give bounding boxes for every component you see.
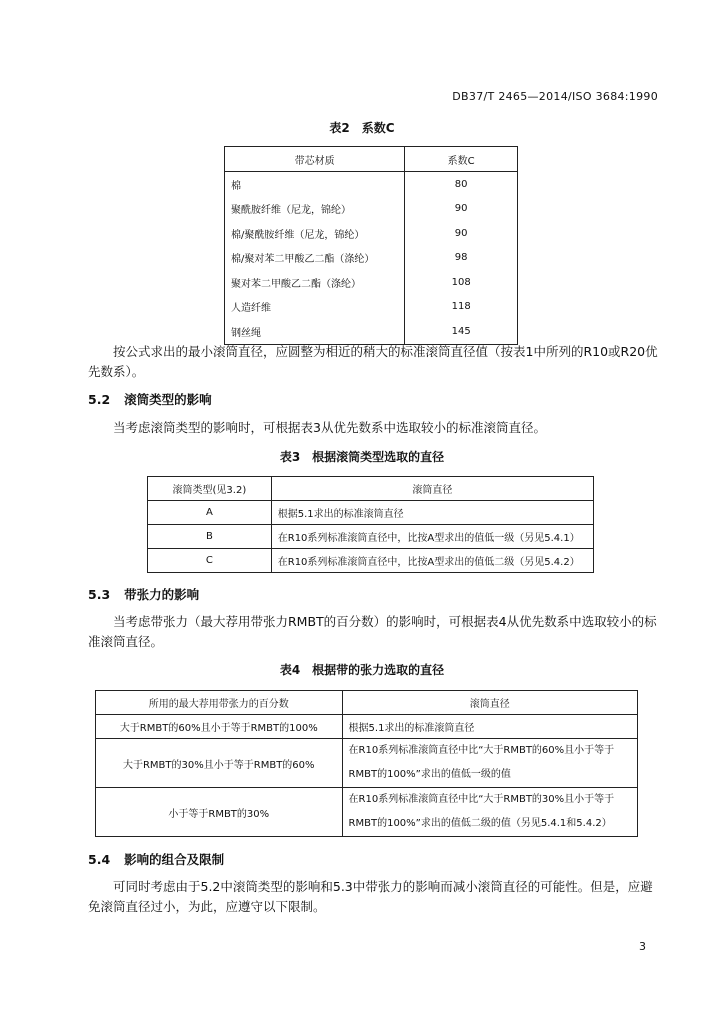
material-cell: 棉/聚对苯二甲酸乙二酯（涤纶） — [225, 246, 405, 271]
table3-col-drum-type: 滚筒类型(见3.2) — [148, 477, 272, 501]
paragraph-tension-line1: 当考虑带张力（最大荐用带张力RMBT的百分数）的影响时，可根据表4从优先数系中选取较小的标 — [113, 614, 657, 629]
table4-caption: 表4 根据带的张力选取的直径 — [279, 663, 445, 677]
drum-diameter-cell: 根据5.1求出的标准滚筒直径 — [271, 501, 593, 525]
table2-caption: 表2 系数C — [329, 121, 395, 135]
section-5-3-heading — [88, 585, 199, 603]
drum-type-cell: C — [148, 549, 272, 573]
material-cell: 聚酰胺纤维（尼龙，锦纶） — [225, 197, 405, 222]
coefficient-cell: 118 — [405, 295, 518, 320]
tension-range-cell: 小于等于RMBT的30% — [96, 788, 343, 837]
coefficient-cell: 108 — [405, 270, 518, 295]
table2-col-coefficient: 系数C — [405, 147, 518, 172]
paragraph-rounding-line2: 先数系）。 — [88, 364, 145, 379]
table4-col-drum-diameter: 滚筒直径 — [342, 691, 637, 715]
section-title: 影响的组合及限制 — [124, 852, 225, 867]
section-number: 5.4 — [88, 852, 111, 867]
table3-header-row — [148, 477, 594, 501]
table-row — [148, 501, 594, 525]
drum-diameter-cell — [342, 739, 637, 788]
paragraph-combination-line2: 免滚筒直径过小，为此，应遵守以下限制。 — [88, 899, 326, 914]
table-row — [96, 788, 638, 837]
section-title: 滚筒类型的影响 — [124, 392, 212, 407]
coefficient-cell: 80 — [405, 172, 518, 197]
coefficient-cell: 90 — [405, 197, 518, 222]
drum-type-cell: A — [148, 501, 272, 525]
table-row — [225, 197, 518, 222]
material-cell: 聚对苯二甲酸乙二酯（涤纶） — [225, 270, 405, 295]
drum-type-cell: B — [148, 525, 272, 549]
material-cell: 棉 — [225, 172, 405, 197]
drum-diameter-cell — [342, 788, 637, 837]
tension-range-cell: 大于RMBT的60%且小于等于RMBT的100% — [96, 715, 343, 739]
table-row — [148, 525, 594, 549]
paragraph-tension-line2: 准滚筒直径。 — [88, 634, 164, 649]
drum-diameter-line: 在R10系列标准滚筒直径中比“大于RMBT的60%且小于等于 — [348, 745, 615, 756]
table-row — [148, 549, 594, 573]
table-row — [225, 246, 518, 271]
table3-caption: 表3 根据滚筒类型选取的直径 — [279, 450, 445, 464]
paragraph-drum-type: 当考虑滚筒类型的影响时，可根据表3从优先数系中选取较小的标准滚筒直径。 — [113, 420, 546, 435]
table2-header-row — [225, 147, 518, 172]
coefficient-cell: 145 — [405, 319, 518, 344]
table-row — [225, 295, 518, 320]
table2 — [224, 146, 518, 345]
material-cell: 人造纤维 — [225, 295, 405, 320]
drum-diameter-line: 在R10系列标准滚筒直径中比“大于RMBT的30%且小于等于 — [348, 794, 615, 805]
table4-col-tension-percent: 所用的最大荐用带张力的百分数 — [96, 691, 343, 715]
drum-diameter-line: RMBT的100%”求出的值低一级的值 — [348, 769, 511, 780]
tension-range-cell: 大于RMBT的30%且小于等于RMBT的60% — [96, 739, 343, 788]
drum-diameter-cell — [342, 715, 637, 739]
section-number: 5.3 — [88, 587, 111, 602]
table-row — [96, 739, 638, 788]
page-number: 3 — [639, 940, 646, 953]
section-title: 带张力的影响 — [124, 587, 200, 602]
table-row — [225, 172, 518, 197]
drum-diameter-line: RMBT的100%”求出的值低二级的值（另见5.4.1和5.4.2） — [348, 818, 612, 829]
section-number: 5.2 — [88, 392, 111, 407]
table-row — [225, 221, 518, 246]
section-5-2-heading — [88, 390, 212, 408]
table-row — [96, 715, 638, 739]
material-cell: 钢丝绳 — [225, 319, 405, 344]
paragraph-rounding-line1: 按公式求出的最小滚筒直径，应圆整为相近的稍大的标准滚筒直径值（按表1中所列的R10或R20优 — [113, 344, 658, 359]
table3 — [147, 476, 594, 573]
table3-col-drum-diameter: 滚筒直径 — [271, 477, 593, 501]
drum-diameter-cell: 在R10系列标准滚筒直径中，比按A型求出的值低一级（另见5.4.1） — [271, 525, 593, 549]
document-id-header: DB37/T 2465—2014/ISO 3684:1990 — [452, 90, 658, 103]
section-5-4-heading — [88, 850, 224, 868]
coefficient-cell: 98 — [405, 246, 518, 271]
paragraph-combination-line1: 可同时考虑由于5.2中滚筒类型的影响和5.3中带张力的影响而减小滚筒直径的可能性。但是，应避 — [113, 879, 653, 894]
drum-diameter-line: 根据5.1求出的标准滚筒直径 — [348, 723, 475, 734]
drum-diameter-cell: 在R10系列标准滚筒直径中，比按A型求出的值低二级（另见5.4.2） — [271, 549, 593, 573]
table2-col-material: 带芯材质 — [225, 147, 405, 172]
table4-header-row — [96, 691, 638, 715]
table4 — [95, 690, 638, 837]
table-row — [225, 270, 518, 295]
coefficient-cell: 90 — [405, 221, 518, 246]
material-cell: 棉/聚酰胺纤维（尼龙，锦纶） — [225, 221, 405, 246]
